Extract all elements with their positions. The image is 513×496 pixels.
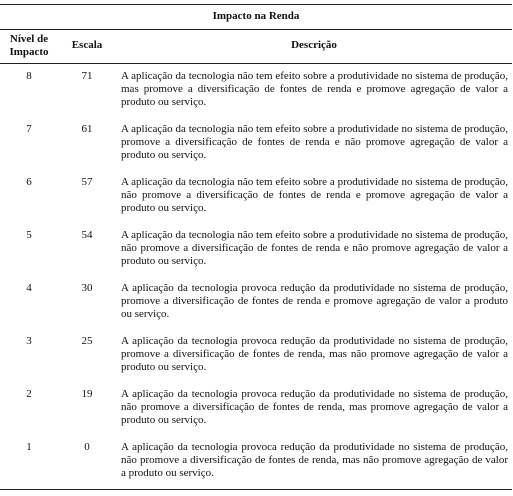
table-row <box>0 329 512 382</box>
table-row <box>0 64 512 118</box>
impact-level-cell: 2 <box>26 388 32 400</box>
header-impact-level: Nível de Impacto <box>0 30 58 64</box>
table-row <box>0 117 512 170</box>
header-scale: Escala <box>58 30 116 64</box>
description-cell: A aplicação da tecnologia provoca redução da produtividade no sistema de produção, promove a diversificação de fontes de renda, mas não promove agregação de valor a produto ou serviço. <box>121 335 509 374</box>
description-cell: A aplicação da tecnologia não tem efeito sobre a produtividade no sistema de produção, não promove a diversificação de fontes de renda e promove agregação de valor a produto ou serviço. <box>121 176 509 215</box>
impact-level-cell: 4 <box>26 282 32 294</box>
impact-level-cell: 8 <box>26 70 32 82</box>
impact-level-cell: 7 <box>26 123 32 135</box>
description-cell: A aplicação da tecnologia provoca redução da produtividade no sistema de produção, não promove a diversificação de fontes de renda, mas promove agregação de valor a produto ou serviço. <box>121 388 509 427</box>
table-row <box>0 170 512 223</box>
table-row <box>0 223 512 276</box>
scale-cell: 71 <box>81 70 93 82</box>
description-cell: A aplicação da tecnologia provoca redução da produtividade no sistema de produção, promove a diversificação de fontes de renda e promove agregação de valor a produto ou serviço. <box>121 282 509 321</box>
scale-cell: 57 <box>81 176 93 188</box>
scale-cell: 30 <box>81 282 93 294</box>
description-cell: A aplicação da tecnologia não tem efeito sobre a produtividade no sistema de produção, promove a diversificação de fontes de renda e não promove agregação de valor a produto ou serviço. <box>121 123 509 162</box>
description-cell: A aplicação da tecnologia provoca redução da produtividade no sistema de produção, não promove a diversificação de fontes de renda, mas não promove agregação de valor a produto ou serviço. <box>116 435 512 490</box>
impact-level-cell: 5 <box>26 229 32 241</box>
description-cell: A aplicação da tecnologia não tem efeito sobre a produtividade no sistema de produção, não promove a diversificação de fontes de renda e não promove agregação de valor a produto ou serviço. <box>121 229 509 268</box>
scale-cell: 54 <box>81 229 93 241</box>
impact-level-cell: 6 <box>26 176 32 188</box>
table-title: Impacto na Renda <box>0 5 512 30</box>
description-cell: A aplicação da tecnologia não tem efeito sobre a produtividade no sistema de produção, mas promove a diversificação de fontes de renda e promove agregação de valor a produto ou serviço. <box>121 70 509 109</box>
table-title-row <box>0 5 512 30</box>
scale-cell: 61 <box>81 123 93 135</box>
impact-level-cell: 1 <box>0 435 58 490</box>
header-description: Descrição <box>116 30 512 64</box>
impact-level-cell: 3 <box>26 335 32 347</box>
scale-cell: 19 <box>81 388 93 400</box>
scale-cell: 0 <box>58 435 116 490</box>
table-row <box>0 276 512 329</box>
scale-cell: 25 <box>81 335 93 347</box>
table-row <box>0 382 512 435</box>
impact-table <box>0 4 512 490</box>
impact-table-container <box>0 4 513 490</box>
table-row <box>0 435 512 490</box>
table-header-row <box>0 30 512 64</box>
